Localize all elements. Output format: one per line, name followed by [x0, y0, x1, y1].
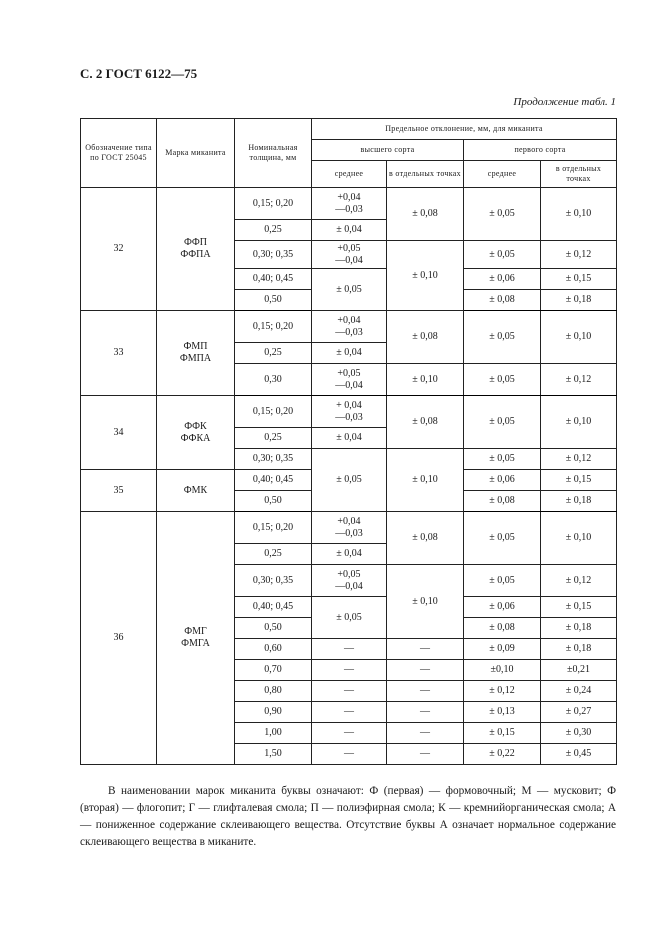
first-avg-cell: ± 0,13 [464, 702, 541, 723]
first-avg-cell: ± 0,15 [464, 723, 541, 744]
thickness-cell: 0,40; 0,45 [235, 470, 312, 491]
first-points-cell: ± 0,18 [541, 618, 617, 639]
first-avg-cell: ± 0,08 [464, 491, 541, 512]
first-points-cell: ± 0,24 [541, 681, 617, 702]
first-points-cell: ± 0,18 [541, 290, 617, 311]
type-cell: 34 [81, 396, 157, 470]
table-continuation-label: Продолжение табл. 1 [513, 96, 616, 108]
thickness-cell: 0,50 [235, 618, 312, 639]
first-avg-cell: ± 0,05 [464, 512, 541, 565]
top-points-cell: — [387, 660, 464, 681]
top-avg-cell: ± 0,05 [312, 449, 387, 512]
header-type: Обозначение типа по ГОСТ 25045 [81, 119, 157, 188]
top-avg-cell: +0,05 —0,04 [312, 241, 387, 269]
thickness-cell: 0,25 [235, 343, 312, 364]
thickness-cell: 0,30; 0,35 [235, 449, 312, 470]
first-points-cell: ± 0,10 [541, 188, 617, 241]
top-avg-cell: +0,05 —0,04 [312, 364, 387, 396]
header-top-points: в отдельных точках [387, 161, 464, 188]
page-title: С. 2 ГОСТ 6122—75 [80, 66, 198, 81]
thickness-cell: 0,40; 0,45 [235, 269, 312, 290]
tolerance-table [80, 118, 617, 765]
header-grade-top: высшего сорта [312, 140, 464, 161]
top-points-cell: — [387, 702, 464, 723]
top-avg-cell: — [312, 660, 387, 681]
first-avg-cell: ± 0,05 [464, 449, 541, 470]
thickness-cell: 0,50 [235, 290, 312, 311]
thickness-cell: 0,90 [235, 702, 312, 723]
thickness-cell: 0,15; 0,20 [235, 311, 312, 343]
top-points-cell: ± 0,10 [387, 449, 464, 512]
header-first-points: в отдельных точках [541, 161, 617, 188]
first-points-cell: ± 0,10 [541, 311, 617, 364]
top-avg-cell: — [312, 639, 387, 660]
thickness-cell: 0,50 [235, 491, 312, 512]
top-avg-cell: ± 0,05 [312, 597, 387, 639]
top-avg-cell: +0,04 —0,03 [312, 311, 387, 343]
note-paragraph: В наименовании марок миканита буквы означают: Ф (первая) — формовочный; М — мусковит; Ф (вторая) — флогопит; Г — глифталевая смола; П — полиэфирная смола; К — кремнийорганическая смола; А — пониженное содержание склеивающего вещества. Отсутствие буквы А означает нормальное содержание склеивающего вещества в миканите. [80, 785, 616, 848]
type-cell: 36 [81, 512, 157, 765]
top-avg-cell: — [312, 723, 387, 744]
first-avg-cell: ± 0,08 [464, 618, 541, 639]
top-avg-cell: +0,04 —0,03 [312, 188, 387, 220]
thickness-cell: 0,15; 0,20 [235, 188, 312, 220]
first-points-cell: ± 0,45 [541, 744, 617, 765]
first-points-cell: ± 0,15 [541, 470, 617, 491]
mark-cell: ФФК ФФКА [157, 396, 235, 470]
top-points-cell: ± 0,10 [387, 364, 464, 396]
first-points-cell: ± 0,18 [541, 491, 617, 512]
top-points-cell: ± 0,08 [387, 396, 464, 449]
thickness-cell: 1,00 [235, 723, 312, 744]
first-avg-cell: ± 0,09 [464, 639, 541, 660]
thickness-cell: 0,60 [235, 639, 312, 660]
top-points-cell: — [387, 681, 464, 702]
first-avg-cell: ± 0,22 [464, 744, 541, 765]
table-row [81, 512, 617, 544]
first-points-cell: ± 0,12 [541, 565, 617, 597]
top-avg-cell: — [312, 681, 387, 702]
mark-cell: ФМГ ФМГА [157, 512, 235, 765]
thickness-cell: 0,25 [235, 544, 312, 565]
top-points-cell: ± 0,08 [387, 188, 464, 241]
first-avg-cell: ± 0,05 [464, 311, 541, 364]
thickness-cell: 0,30 [235, 364, 312, 396]
top-avg-cell: — [312, 744, 387, 765]
mark-cell: ФМК [157, 470, 235, 512]
first-points-cell: ± 0,12 [541, 241, 617, 269]
top-avg-cell: + 0,04 —0,03 [312, 396, 387, 428]
first-points-cell: ± 0,15 [541, 269, 617, 290]
type-cell: 35 [81, 470, 157, 512]
first-avg-cell: ± 0,05 [464, 241, 541, 269]
top-avg-cell: — [312, 702, 387, 723]
first-points-cell: ± 0,12 [541, 364, 617, 396]
top-points-cell: — [387, 639, 464, 660]
top-avg-cell: ± 0,04 [312, 544, 387, 565]
thickness-cell: 0,25 [235, 220, 312, 241]
first-avg-cell: ± 0,05 [464, 364, 541, 396]
top-avg-cell: ± 0,04 [312, 343, 387, 364]
header-thickness: Номинальная толщина, мм [235, 119, 312, 188]
mark-cell: ФМП ФМПА [157, 311, 235, 396]
first-points-cell: ± 0,27 [541, 702, 617, 723]
thickness-cell: 1,50 [235, 744, 312, 765]
thickness-cell: 0,30; 0,35 [235, 565, 312, 597]
table-row [81, 311, 617, 343]
thickness-cell: 0,40; 0,45 [235, 597, 312, 618]
type-cell: 32 [81, 188, 157, 311]
thickness-cell: 0,80 [235, 681, 312, 702]
first-avg-cell: ± 0,05 [464, 396, 541, 449]
header-top-avg: среднее [312, 161, 387, 188]
first-avg-cell: ± 0,06 [464, 470, 541, 491]
thickness-cell: 0,70 [235, 660, 312, 681]
first-points-cell: ± 0,30 [541, 723, 617, 744]
top-points-cell: ± 0,08 [387, 311, 464, 364]
first-avg-cell: ± 0,05 [464, 565, 541, 597]
top-avg-cell: ± 0,05 [312, 269, 387, 311]
first-points-cell: ± 0,10 [541, 512, 617, 565]
type-cell: 33 [81, 311, 157, 396]
first-avg-cell: ± 0,05 [464, 188, 541, 241]
first-points-cell: ±0,21 [541, 660, 617, 681]
header-grade-first: первого сорта [464, 140, 617, 161]
first-avg-cell: ± 0,12 [464, 681, 541, 702]
explanatory-note [80, 783, 616, 851]
first-avg-cell: ± 0,08 [464, 290, 541, 311]
top-avg-cell: ± 0,04 [312, 428, 387, 449]
thickness-cell: 0,15; 0,20 [235, 512, 312, 544]
top-avg-cell: +0,04 —0,03 [312, 512, 387, 544]
top-points-cell: — [387, 744, 464, 765]
header-mark: Марка миканита [157, 119, 235, 188]
top-points-cell: ± 0,10 [387, 241, 464, 311]
first-avg-cell: ±0,10 [464, 660, 541, 681]
first-points-cell: ± 0,10 [541, 396, 617, 449]
top-points-cell: — [387, 723, 464, 744]
mark-cell: ФФП ФФПА [157, 188, 235, 311]
table-row [81, 188, 617, 220]
first-points-cell: ± 0,15 [541, 597, 617, 618]
top-points-cell: ± 0,10 [387, 565, 464, 639]
first-avg-cell: ± 0,06 [464, 269, 541, 290]
top-avg-cell: ± 0,04 [312, 220, 387, 241]
first-points-cell: ± 0,18 [541, 639, 617, 660]
thickness-cell: 0,25 [235, 428, 312, 449]
header-first-avg: среднее [464, 161, 541, 188]
table-row [81, 396, 617, 428]
top-avg-cell: +0,05 —0,04 [312, 565, 387, 597]
header-deviation: Предельное отклонение, мм, для миканита [312, 119, 617, 140]
first-points-cell: ± 0,12 [541, 449, 617, 470]
first-avg-cell: ± 0,06 [464, 597, 541, 618]
thickness-cell: 0,15; 0,20 [235, 396, 312, 428]
top-points-cell: ± 0,08 [387, 512, 464, 565]
thickness-cell: 0,30; 0,35 [235, 241, 312, 269]
